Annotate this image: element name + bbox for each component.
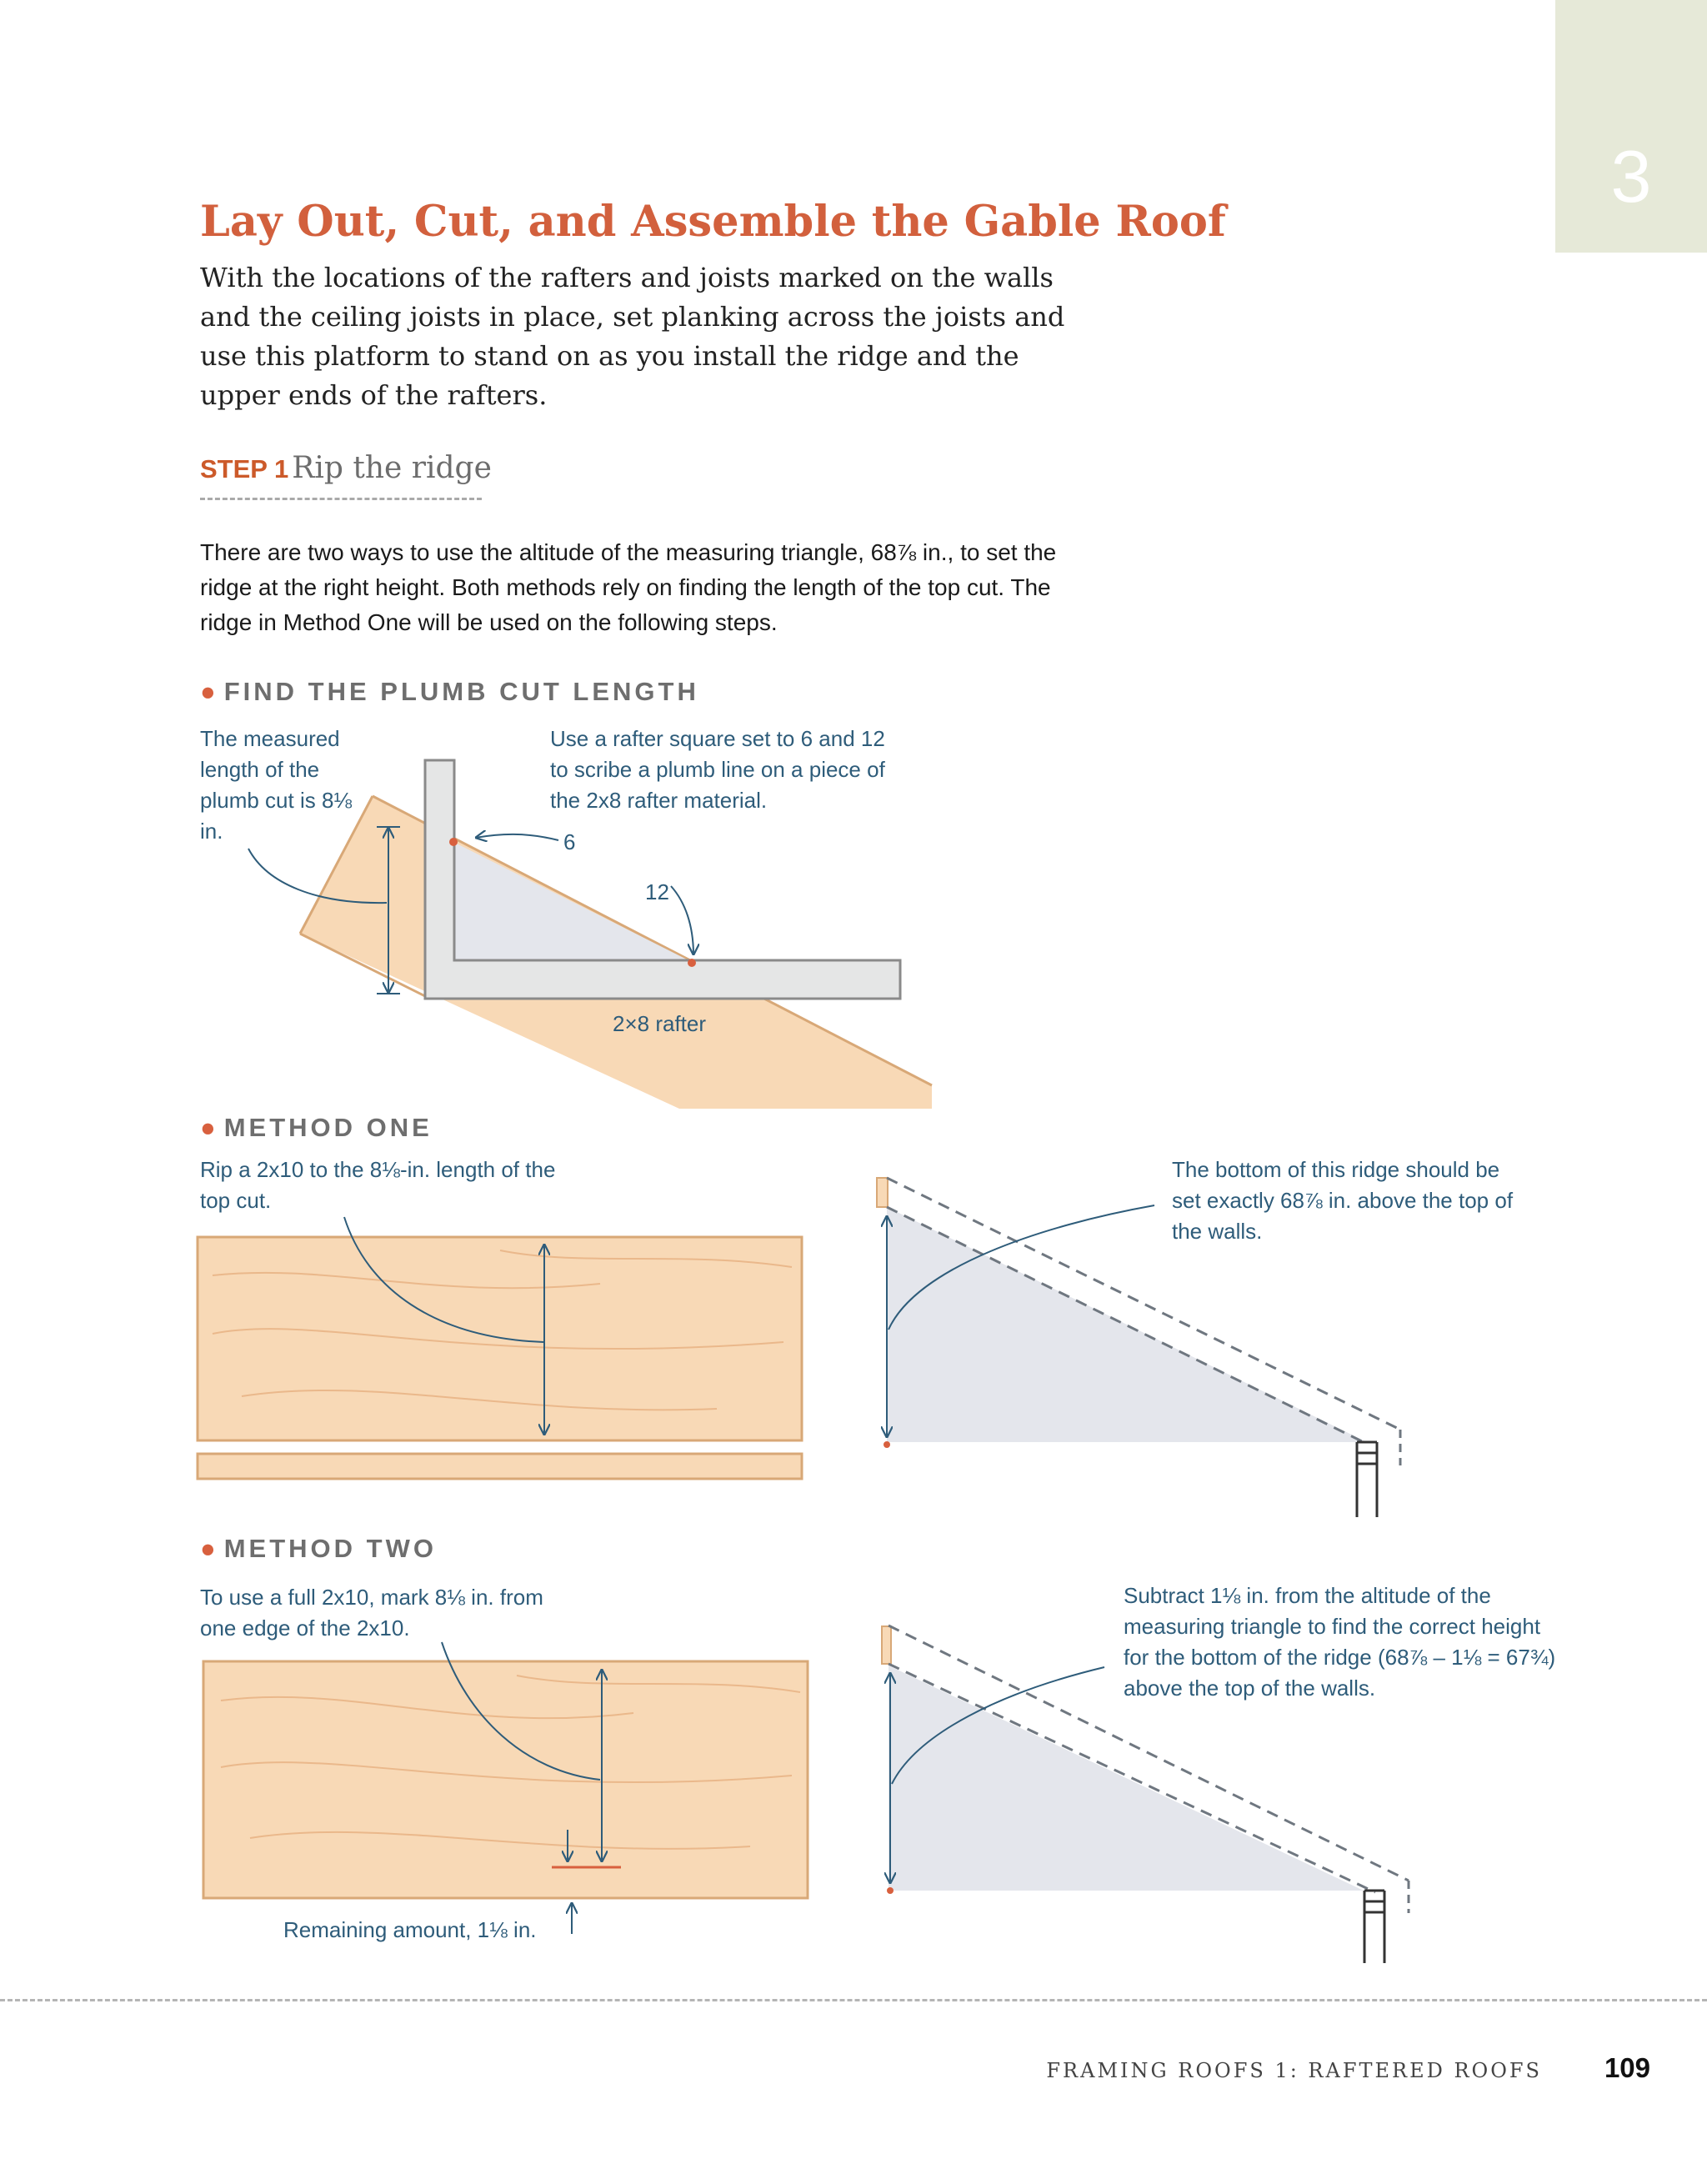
intro-paragraph: With the locations of the rafters and joists marked on the walls and the ceiling joists in place, set planking across the joists and use this platform to stand on as you install the ridge and the upper ends of the rafters. bbox=[200, 262, 1065, 411]
method-one-heading-text: METHOD ONE bbox=[223, 1113, 433, 1142]
method-two-board bbox=[203, 1642, 808, 1934]
method-two-heading-text: METHOD TWO bbox=[223, 1534, 437, 1563]
plumb-callout-left: The measured length of the plumb cut is 8⅛ in. bbox=[200, 726, 353, 844]
plumb-label-run: 12 bbox=[645, 879, 669, 904]
plumb-section-heading bbox=[200, 675, 699, 709]
plumb-label-rise: 6 bbox=[563, 829, 576, 854]
method-one-board bbox=[198, 1217, 802, 1479]
step-title: Rip the ridge bbox=[292, 451, 492, 485]
chapter-number: 3 bbox=[1610, 135, 1652, 218]
plumb-callout-right: Use a rafter square set to 6 and 12 to scribe a plumb line on a piece of the 2x8 rafter material. bbox=[550, 726, 885, 813]
bullet-dot-icon: ● bbox=[200, 1534, 216, 1563]
method-two-callout-board: To use a full 2x10, mark 8⅛ in. from one edge of the 2x10. bbox=[200, 1585, 543, 1641]
page-title: Lay Out, Cut, and Assemble the Gable Roof bbox=[200, 197, 1226, 247]
method-two-callout-ridge: Subtract 1⅛ in. from the altitude of the measuring triangle to find the correct height for the bottom of the ridge (68⅞ – 1⅛ = 67¾) above the top of the walls. bbox=[1124, 1583, 1556, 1701]
plumb-heading-text: FIND THE PLUMB CUT LENGTH bbox=[223, 677, 699, 706]
step-label: STEP 1 bbox=[200, 454, 289, 483]
bullet-dot-icon: ● bbox=[200, 677, 216, 706]
method-two-callout-remaining: Remaining amount, 1⅛ in. bbox=[283, 1917, 537, 1942]
running-head: FRAMING ROOFS 1: RAFTERED ROOFS bbox=[1046, 2059, 1542, 2082]
method-two-heading bbox=[200, 1532, 437, 1565]
step-body: There are two ways to use the altitude of the measuring triangle, 68⅞ in., to set the ridge at the right height. Both methods rely on finding the length of the top cut. The ridge in Method One will be used on the following steps. bbox=[200, 539, 1057, 635]
method-one-callout-ridge: The bottom of this ridge should be set exactly 68⅞ in. above the top of the walls. bbox=[1172, 1157, 1514, 1244]
bullet-dot-icon: ● bbox=[200, 1113, 216, 1142]
plumb-label-rafter: 2×8 rafter bbox=[613, 1011, 707, 1036]
method-one-callout-board: Rip a 2x10 to the 8⅛-in. length of the top cut. bbox=[200, 1157, 556, 1213]
footer-divider bbox=[0, 1999, 1707, 2001]
method-one-heading bbox=[200, 1111, 433, 1145]
page-number: 109 bbox=[1604, 2052, 1650, 2083]
